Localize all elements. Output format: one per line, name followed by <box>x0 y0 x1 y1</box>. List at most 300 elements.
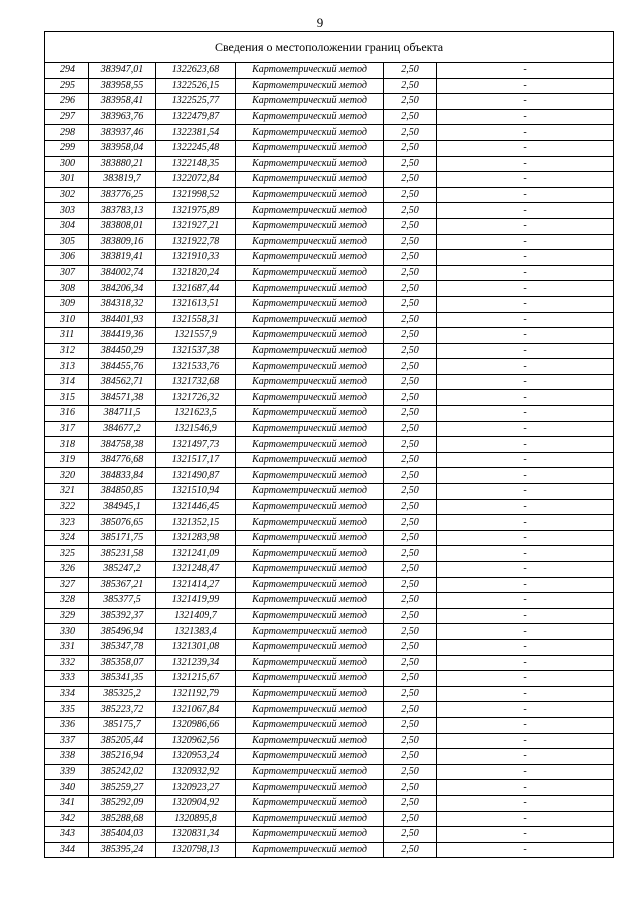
cell-coord-y: 1321998,52 <box>156 187 236 203</box>
cell-coord-y: 1321517,17 <box>156 452 236 468</box>
cell-method: Картометрический метод <box>236 94 384 110</box>
cell-description: - <box>437 328 614 344</box>
cell-description: - <box>437 172 614 188</box>
cell-description: - <box>437 795 614 811</box>
cell-coord-y: 1321623,5 <box>156 406 236 422</box>
cell-point-number: 309 <box>45 296 89 312</box>
cell-coord-x: 384776,68 <box>89 452 156 468</box>
table-row <box>45 328 614 344</box>
cell-accuracy: 2,50 <box>384 406 437 422</box>
cell-accuracy: 2,50 <box>384 374 437 390</box>
cell-point-number: 295 <box>45 78 89 94</box>
cell-description: - <box>437 218 614 234</box>
cell-accuracy: 2,50 <box>384 109 437 125</box>
cell-coord-x: 384206,34 <box>89 281 156 297</box>
cell-description: - <box>437 593 614 609</box>
table-row <box>45 203 614 219</box>
cell-point-number: 314 <box>45 374 89 390</box>
table-body <box>45 32 614 858</box>
cell-method: Картометрический метод <box>236 671 384 687</box>
cell-coord-y: 1321922,78 <box>156 234 236 250</box>
table-row <box>45 577 614 593</box>
table-row <box>45 780 614 796</box>
cell-coord-x: 384562,71 <box>89 374 156 390</box>
cell-description: - <box>437 203 614 219</box>
cell-description: - <box>437 624 614 640</box>
table-row <box>45 218 614 234</box>
cell-accuracy: 2,50 <box>384 686 437 702</box>
cell-point-number: 332 <box>45 655 89 671</box>
cell-point-number: 337 <box>45 733 89 749</box>
cell-description: - <box>437 577 614 593</box>
cell-accuracy: 2,50 <box>384 421 437 437</box>
cell-coord-y: 1320895,8 <box>156 811 236 827</box>
cell-coord-x: 383958,04 <box>89 140 156 156</box>
cell-coord-y: 1321192,79 <box>156 686 236 702</box>
cell-coord-y: 1322072,84 <box>156 172 236 188</box>
cell-coord-y: 1322623,68 <box>156 63 236 79</box>
table-row <box>45 530 614 546</box>
cell-coord-y: 1321726,32 <box>156 390 236 406</box>
cell-coord-y: 1320953,24 <box>156 749 236 765</box>
cell-coord-y: 1320798,13 <box>156 842 236 858</box>
cell-point-number: 313 <box>45 359 89 375</box>
cell-coord-y: 1320923,27 <box>156 780 236 796</box>
cell-point-number: 300 <box>45 156 89 172</box>
cell-accuracy: 2,50 <box>384 671 437 687</box>
cell-coord-y: 1321241,09 <box>156 546 236 562</box>
cell-point-number: 319 <box>45 452 89 468</box>
cell-method: Картометрический метод <box>236 484 384 500</box>
cell-coord-x: 383958,41 <box>89 94 156 110</box>
cell-description: - <box>437 187 614 203</box>
cell-accuracy: 2,50 <box>384 203 437 219</box>
table-row <box>45 842 614 858</box>
cell-coord-y: 1321239,34 <box>156 655 236 671</box>
cell-method: Картометрический метод <box>236 577 384 593</box>
cell-coord-y: 1321557,9 <box>156 328 236 344</box>
cell-coord-y: 1321383,4 <box>156 624 236 640</box>
cell-point-number: 299 <box>45 140 89 156</box>
cell-method: Картометрический метод <box>236 125 384 141</box>
cell-point-number: 342 <box>45 811 89 827</box>
cell-description: - <box>437 655 614 671</box>
cell-method: Картометрический метод <box>236 608 384 624</box>
cell-description: - <box>437 109 614 125</box>
cell-point-number: 341 <box>45 795 89 811</box>
cell-coord-y: 1320904,92 <box>156 795 236 811</box>
cell-coord-x: 385377,5 <box>89 593 156 609</box>
cell-coord-x: 384945,1 <box>89 499 156 515</box>
cell-accuracy: 2,50 <box>384 717 437 733</box>
cell-point-number: 308 <box>45 281 89 297</box>
cell-accuracy: 2,50 <box>384 499 437 515</box>
cell-method: Картометрический метод <box>236 452 384 468</box>
cell-method: Картометрический метод <box>236 234 384 250</box>
cell-accuracy: 2,50 <box>384 749 437 765</box>
cell-coord-x: 384677,2 <box>89 421 156 437</box>
cell-coord-x: 385367,21 <box>89 577 156 593</box>
cell-coord-y: 1321490,87 <box>156 468 236 484</box>
cell-method: Картометрический метод <box>236 203 384 219</box>
cell-point-number: 317 <box>45 421 89 437</box>
cell-method: Картометрический метод <box>236 312 384 328</box>
cell-method: Картометрический метод <box>236 639 384 655</box>
table-row <box>45 702 614 718</box>
cell-accuracy: 2,50 <box>384 577 437 593</box>
cell-accuracy: 2,50 <box>384 312 437 328</box>
table-row <box>45 515 614 531</box>
cell-point-number: 322 <box>45 499 89 515</box>
cell-coord-x: 385223,72 <box>89 702 156 718</box>
cell-coord-x: 385341,35 <box>89 671 156 687</box>
table-row <box>45 499 614 515</box>
cell-point-number: 305 <box>45 234 89 250</box>
cell-coord-y: 1321352,15 <box>156 515 236 531</box>
cell-method: Картометрический метод <box>236 78 384 94</box>
cell-accuracy: 2,50 <box>384 764 437 780</box>
cell-accuracy: 2,50 <box>384 281 437 297</box>
cell-accuracy: 2,50 <box>384 624 437 640</box>
cell-description: - <box>437 530 614 546</box>
table-row <box>45 406 614 422</box>
cell-point-number: 315 <box>45 390 89 406</box>
cell-method: Картометрический метод <box>236 546 384 562</box>
table-row <box>45 359 614 375</box>
cell-coord-y: 1321419,99 <box>156 593 236 609</box>
cell-method: Картометрический метод <box>236 468 384 484</box>
cell-method: Картометрический метод <box>236 172 384 188</box>
cell-accuracy: 2,50 <box>384 702 437 718</box>
cell-coord-y: 1321510,94 <box>156 484 236 500</box>
cell-description: - <box>437 468 614 484</box>
cell-coord-x: 384419,36 <box>89 328 156 344</box>
table-row <box>45 468 614 484</box>
table-row <box>45 484 614 500</box>
table-row <box>45 187 614 203</box>
cell-method: Картометрический метод <box>236 780 384 796</box>
cell-accuracy: 2,50 <box>384 452 437 468</box>
cell-coord-y: 1322245,48 <box>156 140 236 156</box>
table-row <box>45 655 614 671</box>
cell-coord-y: 1321409,7 <box>156 608 236 624</box>
cell-coord-y: 1321283,98 <box>156 530 236 546</box>
cell-description: - <box>437 250 614 266</box>
cell-point-number: 333 <box>45 671 89 687</box>
cell-description: - <box>437 546 614 562</box>
cell-point-number: 334 <box>45 686 89 702</box>
cell-method: Картометрический метод <box>236 655 384 671</box>
cell-coord-y: 1321248,47 <box>156 562 236 578</box>
cell-method: Картометрический метод <box>236 764 384 780</box>
cell-description: - <box>437 811 614 827</box>
cell-method: Картометрический метод <box>236 328 384 344</box>
cell-coord-x: 385231,58 <box>89 546 156 562</box>
cell-coord-y: 1321732,68 <box>156 374 236 390</box>
cell-accuracy: 2,50 <box>384 795 437 811</box>
cell-point-number: 296 <box>45 94 89 110</box>
table-row <box>45 686 614 702</box>
cell-accuracy: 2,50 <box>384 390 437 406</box>
cell-description: - <box>437 452 614 468</box>
cell-description: - <box>437 515 614 531</box>
table-row <box>45 593 614 609</box>
cell-coord-y: 1321497,73 <box>156 437 236 453</box>
table-row <box>45 608 614 624</box>
cell-coord-x: 385496,94 <box>89 624 156 640</box>
cell-description: - <box>437 484 614 500</box>
cell-point-number: 327 <box>45 577 89 593</box>
cell-method: Картометрический метод <box>236 702 384 718</box>
cell-method: Картометрический метод <box>236 499 384 515</box>
cell-method: Картометрический метод <box>236 515 384 531</box>
cell-accuracy: 2,50 <box>384 515 437 531</box>
cell-coord-x: 383808,01 <box>89 218 156 234</box>
cell-coord-y: 1321820,24 <box>156 265 236 281</box>
table-row <box>45 265 614 281</box>
cell-accuracy: 2,50 <box>384 437 437 453</box>
table-row <box>45 639 614 655</box>
cell-accuracy: 2,50 <box>384 187 437 203</box>
cell-coord-y: 1321613,51 <box>156 296 236 312</box>
table-row <box>45 125 614 141</box>
cell-method: Картометрический метод <box>236 359 384 375</box>
cell-point-number: 320 <box>45 468 89 484</box>
table-row <box>45 749 614 765</box>
cell-coord-x: 383809,16 <box>89 234 156 250</box>
cell-method: Картометрический метод <box>236 109 384 125</box>
cell-description: - <box>437 733 614 749</box>
cell-description: - <box>437 343 614 359</box>
cell-coord-y: 1322525,77 <box>156 94 236 110</box>
cell-coord-x: 384401,93 <box>89 312 156 328</box>
cell-coord-x: 385347,78 <box>89 639 156 655</box>
cell-point-number: 335 <box>45 702 89 718</box>
cell-accuracy: 2,50 <box>384 218 437 234</box>
cell-point-number: 298 <box>45 125 89 141</box>
cell-coord-x: 383963,76 <box>89 109 156 125</box>
cell-method: Картометрический метод <box>236 562 384 578</box>
cell-accuracy: 2,50 <box>384 468 437 484</box>
cell-coord-y: 1321687,44 <box>156 281 236 297</box>
cell-accuracy: 2,50 <box>384 250 437 266</box>
cell-accuracy: 2,50 <box>384 125 437 141</box>
table-row <box>45 671 614 687</box>
cell-accuracy: 2,50 <box>384 546 437 562</box>
cell-coord-y: 1321975,89 <box>156 203 236 219</box>
cell-coord-x: 385076,65 <box>89 515 156 531</box>
cell-description: - <box>437 390 614 406</box>
cell-method: Картометрический метод <box>236 842 384 858</box>
cell-method: Картометрический метод <box>236 296 384 312</box>
cell-accuracy: 2,50 <box>384 780 437 796</box>
cell-accuracy: 2,50 <box>384 78 437 94</box>
cell-description: - <box>437 374 614 390</box>
cell-coord-x: 383947,01 <box>89 63 156 79</box>
cell-method: Картометрический метод <box>236 733 384 749</box>
table-row <box>45 390 614 406</box>
cell-point-number: 311 <box>45 328 89 344</box>
cell-method: Картометрический метод <box>236 717 384 733</box>
table-row <box>45 546 614 562</box>
cell-point-number: 321 <box>45 484 89 500</box>
table-row <box>45 795 614 811</box>
cell-coord-y: 1320932,92 <box>156 764 236 780</box>
cell-coord-x: 383880,21 <box>89 156 156 172</box>
cell-point-number: 297 <box>45 109 89 125</box>
cell-coord-x: 385242,02 <box>89 764 156 780</box>
cell-coord-x: 384850,85 <box>89 484 156 500</box>
cell-accuracy: 2,50 <box>384 811 437 827</box>
cell-point-number: 331 <box>45 639 89 655</box>
table-row <box>45 764 614 780</box>
cell-point-number: 344 <box>45 842 89 858</box>
cell-description: - <box>437 78 614 94</box>
cell-accuracy: 2,50 <box>384 296 437 312</box>
cell-coord-x: 385175,7 <box>89 717 156 733</box>
cell-method: Картометрический метод <box>236 218 384 234</box>
cell-coord-y: 1322479,87 <box>156 109 236 125</box>
cell-description: - <box>437 702 614 718</box>
cell-description: - <box>437 281 614 297</box>
cell-description: - <box>437 125 614 141</box>
table-row <box>45 374 614 390</box>
table-row <box>45 156 614 172</box>
cell-description: - <box>437 717 614 733</box>
cell-accuracy: 2,50 <box>384 156 437 172</box>
table-row <box>45 281 614 297</box>
cell-method: Картометрический метод <box>236 63 384 79</box>
table-row <box>45 63 614 79</box>
cell-coord-x: 385247,2 <box>89 562 156 578</box>
cell-accuracy: 2,50 <box>384 359 437 375</box>
cell-accuracy: 2,50 <box>384 94 437 110</box>
cell-method: Картометрический метод <box>236 624 384 640</box>
cell-point-number: 343 <box>45 827 89 843</box>
cell-coord-x: 385259,27 <box>89 780 156 796</box>
cell-method: Картометрический метод <box>236 749 384 765</box>
cell-description: - <box>437 671 614 687</box>
table-row <box>45 811 614 827</box>
cell-point-number: 339 <box>45 764 89 780</box>
table-row <box>45 452 614 468</box>
cell-coord-y: 1321215,67 <box>156 671 236 687</box>
table-row <box>45 94 614 110</box>
table-row <box>45 140 614 156</box>
cell-coord-x: 384833,84 <box>89 468 156 484</box>
cell-description: - <box>437 359 614 375</box>
cell-accuracy: 2,50 <box>384 608 437 624</box>
cell-point-number: 318 <box>45 437 89 453</box>
cell-coord-x: 383958,55 <box>89 78 156 94</box>
cell-coord-x: 384455,76 <box>89 359 156 375</box>
cell-method: Картометрический метод <box>236 390 384 406</box>
cell-point-number: 306 <box>45 250 89 266</box>
cell-description: - <box>437 421 614 437</box>
cell-accuracy: 2,50 <box>384 842 437 858</box>
cell-accuracy: 2,50 <box>384 562 437 578</box>
cell-method: Картометрический метод <box>236 795 384 811</box>
cell-coord-x: 385404,03 <box>89 827 156 843</box>
table-row <box>45 296 614 312</box>
cell-accuracy: 2,50 <box>384 484 437 500</box>
cell-description: - <box>437 562 614 578</box>
cell-coord-y: 1321301,08 <box>156 639 236 655</box>
table-row <box>45 421 614 437</box>
cell-accuracy: 2,50 <box>384 827 437 843</box>
cell-coord-y: 1321927,21 <box>156 218 236 234</box>
cell-accuracy: 2,50 <box>384 172 437 188</box>
cell-accuracy: 2,50 <box>384 655 437 671</box>
cell-point-number: 325 <box>45 546 89 562</box>
cell-point-number: 328 <box>45 593 89 609</box>
cell-description: - <box>437 312 614 328</box>
cell-point-number: 326 <box>45 562 89 578</box>
table-row <box>45 343 614 359</box>
cell-point-number: 323 <box>45 515 89 531</box>
cell-description: - <box>437 437 614 453</box>
table-title-row <box>45 32 614 63</box>
cell-coord-x: 384450,29 <box>89 343 156 359</box>
cell-method: Картометрический метод <box>236 421 384 437</box>
cell-coord-x: 383783,13 <box>89 203 156 219</box>
cell-point-number: 304 <box>45 218 89 234</box>
cell-point-number: 312 <box>45 343 89 359</box>
cell-coord-x: 384571,38 <box>89 390 156 406</box>
cell-coord-y: 1321546,9 <box>156 421 236 437</box>
cell-method: Картометрический метод <box>236 281 384 297</box>
cell-accuracy: 2,50 <box>384 343 437 359</box>
cell-point-number: 336 <box>45 717 89 733</box>
cell-description: - <box>437 156 614 172</box>
cell-coord-x: 385395,24 <box>89 842 156 858</box>
cell-description: - <box>437 94 614 110</box>
cell-method: Картометрический метод <box>236 265 384 281</box>
cell-description: - <box>437 296 614 312</box>
cell-coord-x: 383819,41 <box>89 250 156 266</box>
cell-description: - <box>437 780 614 796</box>
table-row <box>45 172 614 188</box>
table-row <box>45 624 614 640</box>
table-row <box>45 312 614 328</box>
cell-description: - <box>437 764 614 780</box>
cell-method: Картометрический метод <box>236 437 384 453</box>
cell-accuracy: 2,50 <box>384 265 437 281</box>
cell-coord-y: 1321910,33 <box>156 250 236 266</box>
cell-coord-y: 1321558,31 <box>156 312 236 328</box>
cell-coord-x: 385392,37 <box>89 608 156 624</box>
cell-point-number: 338 <box>45 749 89 765</box>
cell-method: Картометрический метод <box>236 140 384 156</box>
cell-accuracy: 2,50 <box>384 593 437 609</box>
cell-description: - <box>437 140 614 156</box>
table-row <box>45 437 614 453</box>
cell-point-number: 307 <box>45 265 89 281</box>
cell-accuracy: 2,50 <box>384 530 437 546</box>
table-row <box>45 827 614 843</box>
cell-point-number: 330 <box>45 624 89 640</box>
cell-coord-x: 385216,94 <box>89 749 156 765</box>
cell-description: - <box>437 265 614 281</box>
cell-method: Картометрический метод <box>236 530 384 546</box>
cell-method: Картометрический метод <box>236 406 384 422</box>
cell-coord-y: 1321533,76 <box>156 359 236 375</box>
cell-method: Картометрический метод <box>236 343 384 359</box>
cell-method: Картометрический метод <box>236 593 384 609</box>
cell-description: - <box>437 499 614 515</box>
table-title: Сведения о местоположении границ объекта <box>45 32 614 63</box>
cell-coord-y: 1322526,15 <box>156 78 236 94</box>
